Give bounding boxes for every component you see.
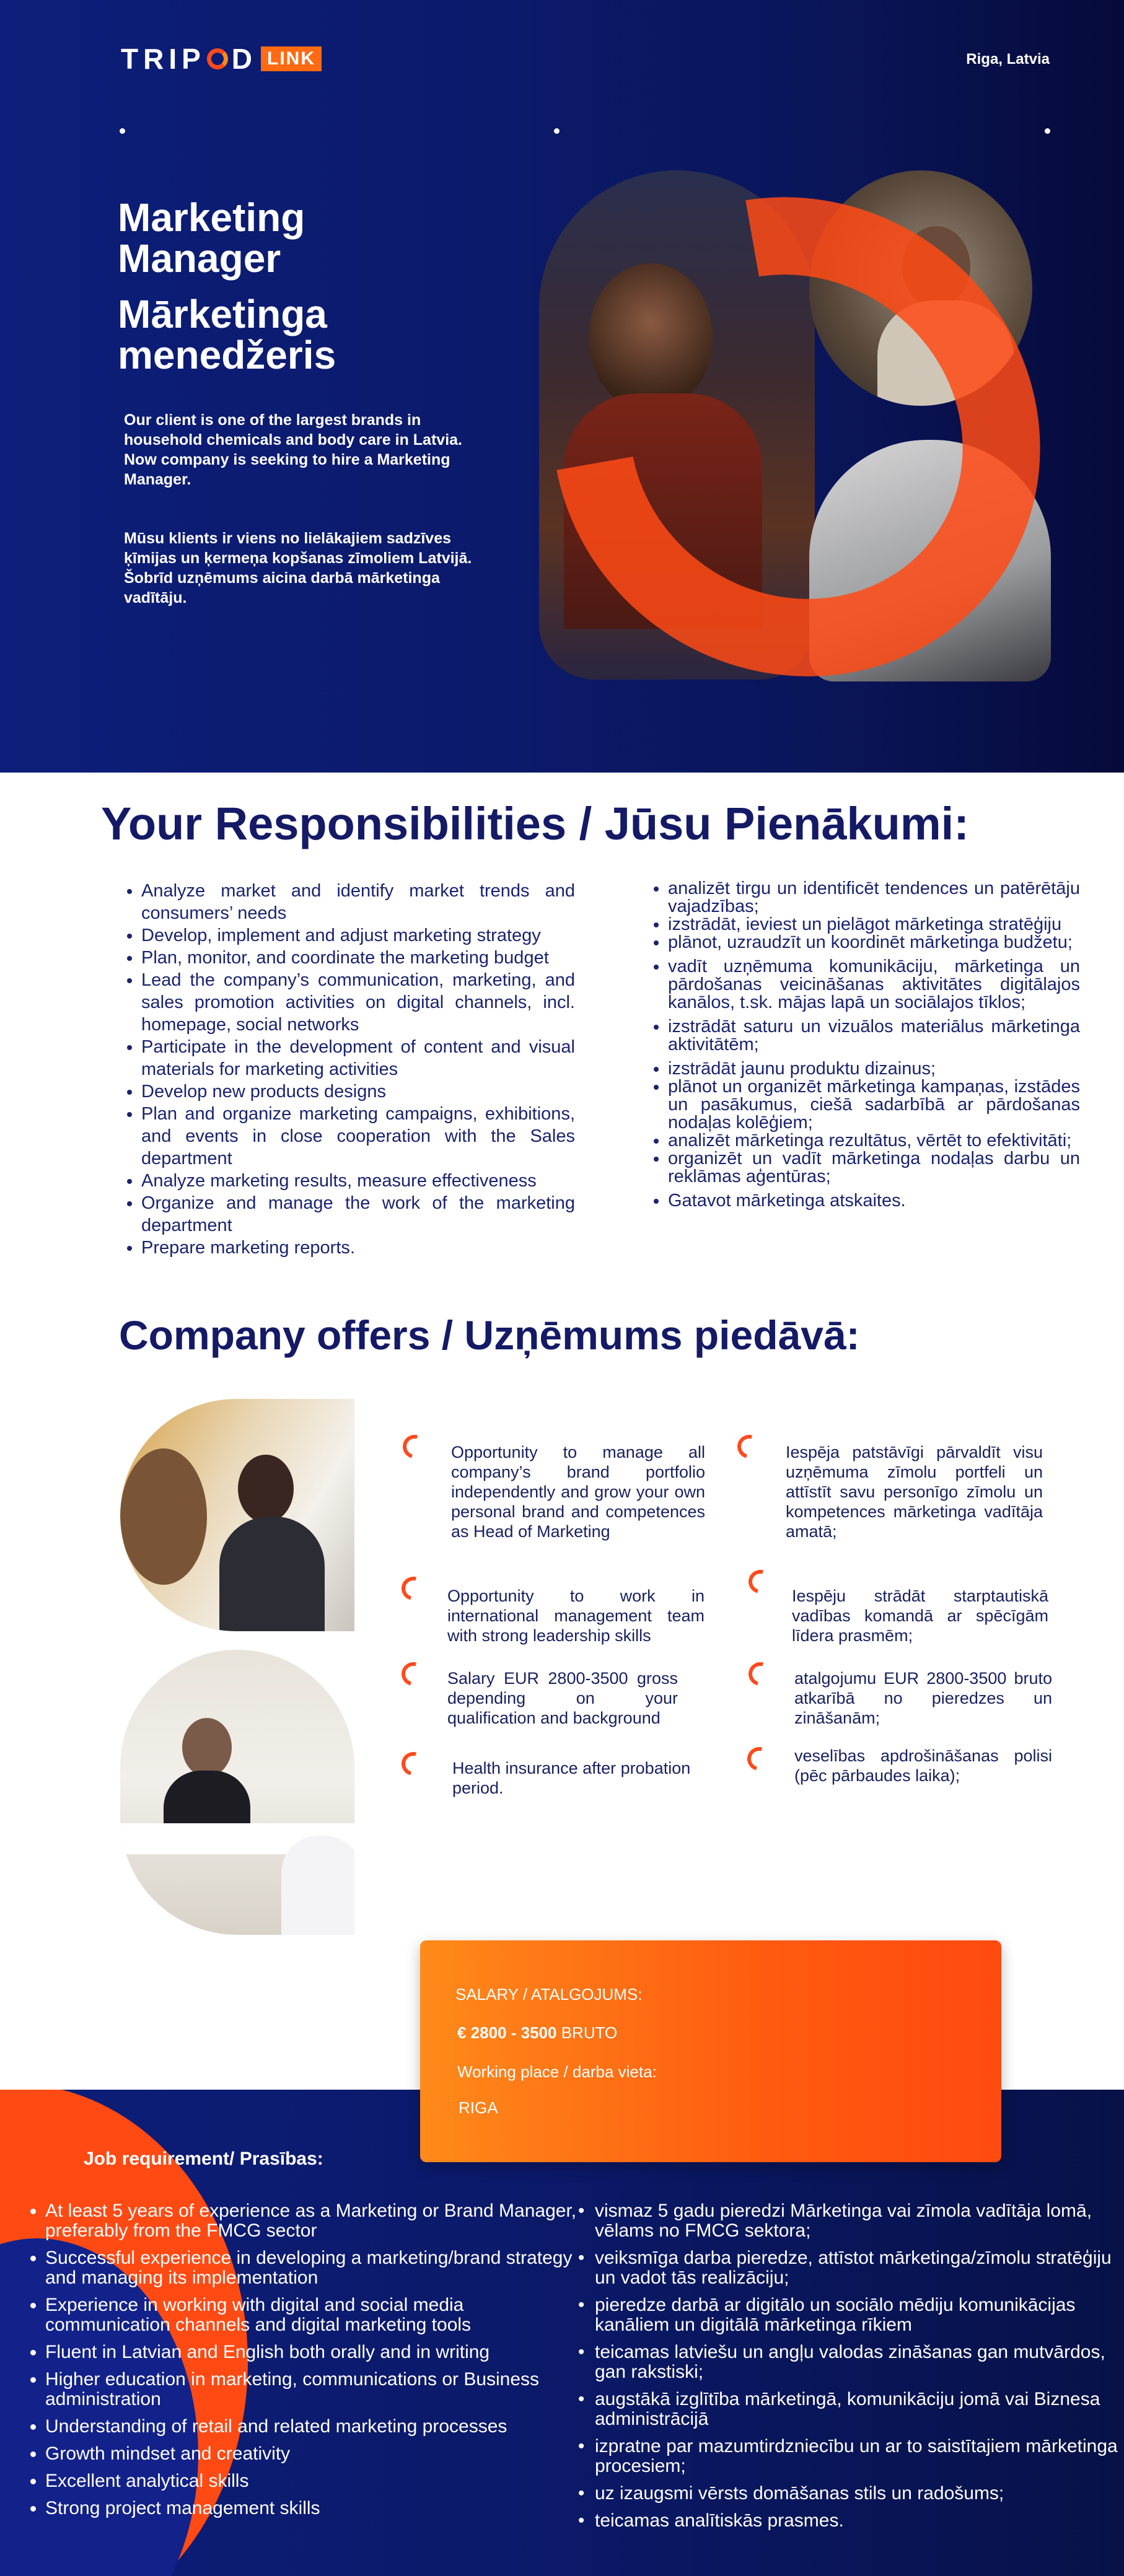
swirl-icon [397, 1658, 429, 1690]
responsibilities-list-en [116, 880, 575, 1259]
logo-text-d: D [231, 43, 258, 75]
list-item: • Growth mindset and creativity [45, 2444, 591, 2464]
title-lv-1: Mārketinga [118, 292, 327, 336]
salary-label: SALARY / ATALGOJUMS: [455, 1985, 643, 2004]
list-item: • plānot un organizēt mārketinga kampaņas, izstādes un pasākumus, ciešā sadarbībā ar pārdošanas nodaļas kolēģiem; [668, 1078, 1080, 1132]
list-item: • Analyze market and identify market trends and consumers’ needs [141, 880, 575, 924]
list-item: • izstrādāt jaunu produktu dizainus; [668, 1060, 1080, 1078]
list-item: • uz izaugsmi vērsts domāšanas stils un radošums; [595, 2484, 1124, 2504]
workplace-label: Working place / darba vieta: [457, 2062, 657, 2081]
offer-item: Iespēju strādāt starptautiskā vadības komandā ar spēcīgām līdera prasmēm; [792, 1587, 1048, 1645]
offers-photo-top [120, 1399, 354, 1631]
list-item: • teicamas latviešu un angļu valodas zināšanas gan mutvārdos, gan rakstiski; [595, 2342, 1124, 2382]
offer-item: Health insurance after probation period. [452, 1759, 691, 1797]
offer-item: Opportunity to manage all company’s brand portfolio independently and grow your own personal brand and competences as Head of Marketing [451, 1443, 705, 1541]
offer-item: atalgojumu EUR 2800-3500 bruto atkarībā no pieredzes un zināšanām; [794, 1669, 1052, 1727]
list-item: • Fluent in Latvian and English both orally and in writing [45, 2342, 591, 2362]
swirl-icon [743, 1743, 775, 1775]
list-item: • Develop, implement and adjust marketing strategy [141, 924, 575, 947]
logo-ring-icon [207, 48, 228, 69]
list-item: • organizēt un vadīt mārketinga nodaļas darbu un reklāmas aģentūras; [668, 1150, 1080, 1186]
requirements-title: Job requirement/ Prasības: [84, 2149, 323, 2169]
list-item: • teicamas analītiskās prasmes. [595, 2511, 1124, 2531]
list-item: • Organize and manage the work of the marketing department [141, 1192, 575, 1237]
offer-item: veselības apdrošināšanas polisi (pēc pārbaudes laika); [794, 1746, 1052, 1785]
swirl-icon [733, 1430, 765, 1463]
list-item: • izstrādāt saturu un vizuālos materiālus mārketinga aktivitātēm; [668, 1018, 1080, 1054]
decor-dot [554, 128, 560, 134]
swirl-icon [744, 1566, 776, 1598]
salary-unit: BRUTO [561, 2023, 618, 2042]
salary-amount-row [457, 2023, 617, 2043]
list-item: • Excellent analytical skills [45, 2471, 591, 2491]
list-item: • Gatavot mārketinga atskaites. [668, 1192, 1080, 1210]
list-item: • Prepare marketing reports. [141, 1237, 575, 1259]
requirements-section [0, 2090, 1124, 2576]
list-item: • Plan, monitor, and coordinate the marketing budget [141, 947, 575, 969]
list-item: • izpratne par mazumtirdzniecību un ar to saistītajiem mārketinga procesiem; [595, 2437, 1124, 2476]
list-item: • augstākā izglītība mārketingā, komunikāciju jomā vai Biznesa administrācijā [595, 2390, 1124, 2429]
swirl-icon [397, 1572, 429, 1605]
list-item: • Understanding of retail and related marketing processes [45, 2417, 591, 2437]
swirl-icon [398, 1430, 431, 1463]
hero-banner [0, 0, 1124, 773]
tripod-link-logo[interactable] [121, 43, 322, 74]
responsibilities-list-lv [643, 880, 1080, 1210]
list-item: • vadīt uzņēmuma komunikāciju, mārketinga un pārdošanas veicināšanas aktivitātes digitālajos kanālos, t.sk. mājas lapā un sociālajos tīklos; [668, 958, 1080, 1012]
swirl-icon [397, 1748, 429, 1780]
list-item: • izstrādāt, ieviest un pielāgot mārketinga stratēģiju [668, 916, 1080, 934]
offers-photo-bottom [120, 1650, 354, 1935]
salary-card [420, 1940, 1001, 2162]
title-en-1: Marketing [118, 195, 305, 240]
location-label: Riga, Latvia [966, 51, 1050, 68]
offer-item: Iespēja patstāvīgi pārvaldīt visu uzņēmuma zīmolu portfeli un attīstīt savu personīgo zīmolu un kompetences mārketinga vadītāja amatā; [786, 1443, 1043, 1541]
list-item: • Higher education in marketing, communications or Business administration [45, 2370, 591, 2409]
list-item: • At least 5 years of experience as a Marketing or Brand Manager, preferably from the FMCG sector [45, 2201, 591, 2241]
intro-en: Our client is one of the largest brands in household chemicals and body care in Latvia. Now company is seeking to hire a Marketing Manager. [124, 411, 462, 488]
list-item: • analizēt mārketinga rezultātus, vērtēt to efektivitāti; [668, 1132, 1080, 1150]
decor-dot [120, 128, 125, 134]
logo-link-box: LINK [261, 46, 322, 71]
list-item: • veiksmīga darba pieredze, attīstot mārketinga/zīmolu stratēģiju un vadot tās realizāciju; [595, 2248, 1124, 2288]
title-lv-2: menedžeris [118, 333, 336, 377]
responsibilities-title: Your Responsibilities / Jūsu Pienākumi: [101, 798, 969, 849]
workplace-value: RIGA [459, 2098, 498, 2117]
offer-item: Salary EUR 2800-3500 gross depending on your qualification and background [447, 1669, 678, 1727]
intro-lv: Mūsu klients ir viens no lielākajiem sadzīves ķīmijas un ķermeņa kopšanas zīmoliem Latvijā. Šobrīd uzņēmums aicina darbā mārketinga vadītāju. [124, 530, 472, 607]
list-item: • Strong project management skills [45, 2499, 591, 2518]
decor-dot [1045, 128, 1050, 134]
list-item: • Lead the company’s communication, marketing, and sales promotion activities on digital channels, incl. homepage, social networks [141, 969, 575, 1036]
list-item: • Plan and organize marketing campaigns, exhibitions, and events in close cooperation with the Sales department [141, 1103, 575, 1170]
swirl-icon [744, 1658, 776, 1690]
list-item: • vismaz 5 gadu pieredzi Mārketinga vai zīmola vadītāja lomā, vēlams no FMCG sektora; [595, 2201, 1124, 2241]
list-item: • Develop new products designs [141, 1080, 575, 1103]
list-item: • Experience in working with digital and social media communication channels and digital marketing tools [45, 2295, 591, 2335]
title-en-2: Manager [118, 236, 281, 281]
list-item: • Analyze marketing results, measure effectiveness [141, 1170, 575, 1192]
requirements-list-lv [567, 2201, 1124, 2538]
list-item: • Participate in the development of content and visual materials for marketing activities [141, 1036, 575, 1080]
salary-amount: € 2800 - 3500 [457, 2023, 557, 2042]
offers-title: Company offers / Uzņēmums piedāvā: [119, 1312, 860, 1358]
list-item: • plānot, uzraudzīt un koordinēt mārketinga budžetu; [668, 934, 1080, 952]
logo-text: TRIP [121, 43, 206, 75]
list-item: • Successful experience in developing a marketing/brand strategy and managing its implementation [45, 2248, 591, 2288]
list-item: • analizēt tirgu un identificēt tendences un patērētāju vajadzības; [668, 880, 1080, 916]
list-item: • pieredze darbā ar digitālo un sociālo mēdiju komunikācijas kanāliem un digitālā mārketinga rīkiem [595, 2295, 1124, 2335]
requirements-list-en [17, 2201, 591, 2526]
offer-item: Opportunity to work in international management team with strong leadership skills [447, 1587, 705, 1645]
